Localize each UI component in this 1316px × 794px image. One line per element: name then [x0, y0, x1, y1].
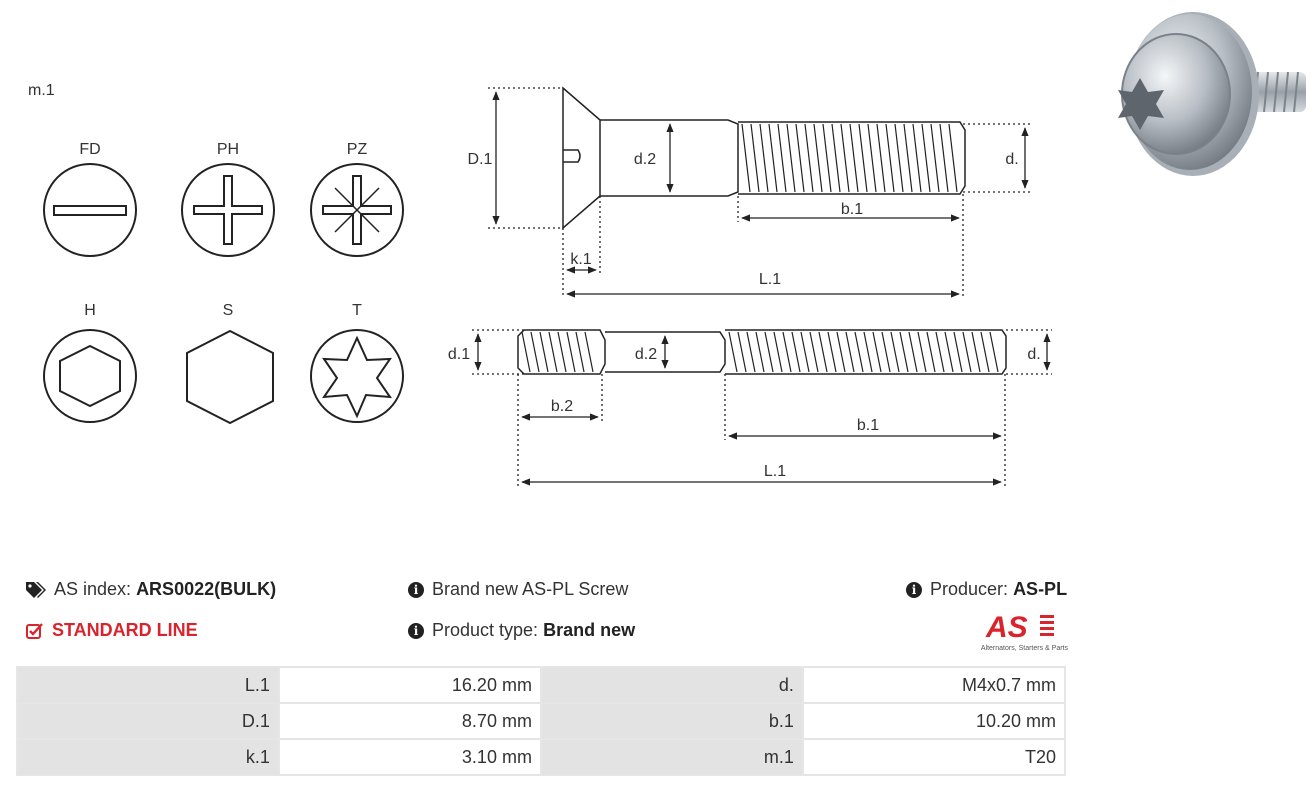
product-type-value: Brand new [543, 620, 636, 640]
thread-line [828, 332, 836, 372]
thread-line [585, 332, 593, 372]
thread-line [949, 124, 957, 192]
thread-line [729, 332, 737, 372]
hex-socket-drive-icon [44, 330, 136, 422]
thread-line [810, 332, 818, 372]
thread-line [531, 332, 539, 372]
info-icon: i [408, 582, 424, 598]
spec-value: T20 [803, 739, 1065, 775]
thread-line [891, 332, 899, 372]
material-label: m.1 [28, 82, 55, 99]
spec-value: 16.20 mm [279, 667, 541, 703]
drive-label-t: T [352, 302, 362, 319]
thread-line [886, 124, 894, 192]
thread-line [540, 332, 548, 372]
thread-line [909, 332, 917, 372]
dim-label-b1-top: b.1 [840, 201, 864, 218]
spec-label: d. [541, 667, 803, 703]
as-index-row [26, 579, 276, 600]
drive-label-ph: PH [216, 141, 240, 158]
thread-line [549, 332, 557, 372]
dim-label-d1: d.1 [447, 346, 471, 363]
drive-label-fd: FD [79, 141, 101, 158]
thread-line [900, 332, 908, 372]
logo-mark: AS [986, 611, 1028, 644]
as-index-label: AS index: [54, 579, 132, 599]
product-type-label: Product type: [432, 620, 539, 640]
table-row [17, 703, 1065, 739]
thread-line [918, 332, 926, 372]
dim-label-d2-top: d.2 [633, 151, 657, 168]
thread-line [751, 124, 759, 192]
thread-line [931, 124, 939, 192]
standard-line-label: STANDARD LINE [52, 620, 198, 640]
thread-line [742, 124, 750, 192]
thread-line [990, 332, 998, 372]
stud-drawing [518, 330, 1006, 374]
spec-value: M4x0.7 mm [803, 667, 1065, 703]
info-icon: i [408, 623, 424, 639]
thread-line [558, 332, 566, 372]
thread-lines-stud [522, 332, 998, 372]
dim-label-L1-stud: L.1 [763, 463, 787, 480]
thread-line [873, 332, 881, 372]
specification-table [16, 666, 1066, 776]
thread-line [864, 332, 872, 372]
thread-line [814, 124, 822, 192]
table-row [17, 667, 1065, 703]
thread-line [882, 332, 890, 372]
thread-line [522, 332, 530, 372]
producer-label: Producer: [930, 579, 1009, 599]
spec-value: 3.10 mm [279, 739, 541, 775]
standard-line-row [26, 620, 198, 641]
thread-line [945, 332, 953, 372]
dim-label-b2: b.2 [550, 398, 574, 415]
product-type-row [408, 620, 635, 641]
thread-line [927, 332, 935, 372]
drive-label-pz: PZ [346, 141, 368, 158]
thread-line [747, 332, 755, 372]
thread-line [855, 332, 863, 372]
thread-line [778, 124, 786, 192]
torx-drive-icon [311, 330, 403, 422]
thread-line [801, 332, 809, 372]
thread-line [576, 332, 584, 372]
dim-label-D1: D.1 [467, 151, 493, 168]
thread-line [972, 332, 980, 372]
extension-lines-top [488, 88, 1030, 298]
product-photo [1088, 6, 1308, 178]
spec-label: b.1 [541, 703, 803, 739]
thread-line [760, 124, 768, 192]
spec-value: 8.70 mm [279, 703, 541, 739]
thread-line [963, 332, 971, 372]
pozidriv-drive-icon [311, 164, 403, 256]
spec-label: k.1 [17, 739, 279, 775]
spec-label: D.1 [17, 703, 279, 739]
dim-label-d2-stud: d.2 [634, 346, 658, 363]
slotted-drive-icon [44, 164, 136, 256]
drive-label-h: H [84, 302, 96, 319]
thread-line [904, 124, 912, 192]
producer-value: AS-PL [1013, 579, 1068, 599]
phillips-drive-icon [182, 164, 274, 256]
thread-line [837, 332, 845, 372]
thread-line [846, 332, 854, 372]
drive-label-s: S [222, 302, 234, 319]
tags-icon [26, 582, 46, 598]
dim-label-b1-stud: b.1 [856, 417, 880, 434]
thread-line [787, 124, 795, 192]
thread-line [738, 332, 746, 372]
thread-line [769, 124, 777, 192]
thread-line [819, 332, 827, 372]
thread-line [832, 124, 840, 192]
thread-line [877, 124, 885, 192]
dim-label-d-stud: d. [1027, 346, 1041, 363]
as-index-value: ARS0022(BULK) [136, 579, 277, 599]
spec-label: L.1 [17, 667, 279, 703]
thread-line [774, 332, 782, 372]
description-text: Brand new AS-PL Screw [432, 579, 629, 599]
as-pl-logo [960, 606, 1070, 654]
dim-label-L1-top: L.1 [758, 271, 782, 288]
thread-line [981, 332, 989, 372]
thread-line [796, 124, 804, 192]
thread-line [805, 124, 813, 192]
thread-line [859, 124, 867, 192]
logo-tagline: Alternators, Starters & Parts [980, 645, 1068, 652]
thread-line [936, 332, 944, 372]
producer-row [906, 579, 1067, 600]
table-row [17, 739, 1065, 775]
thread-line [954, 332, 962, 372]
thread-line [841, 124, 849, 192]
hex-head-drive-icon [187, 331, 273, 423]
thread-line [823, 124, 831, 192]
thread-line [783, 332, 791, 372]
thread-line [940, 124, 948, 192]
thread-line [913, 124, 921, 192]
description-row [408, 579, 628, 600]
thread-line [850, 124, 858, 192]
dim-label-d-top: d. [1005, 151, 1019, 168]
info-icon: i [906, 582, 922, 598]
thread-line [567, 332, 575, 372]
thread-lines-top [742, 124, 957, 192]
spec-value: 10.20 mm [803, 703, 1065, 739]
spec-label: m.1 [541, 739, 803, 775]
thread-line [895, 124, 903, 192]
checked-box-icon [26, 623, 44, 639]
thread-line [868, 124, 876, 192]
dim-label-k1: k.1 [570, 251, 592, 268]
thread-line [922, 124, 930, 192]
thread-line [756, 332, 764, 372]
thread-line [792, 332, 800, 372]
thread-line [765, 332, 773, 372]
